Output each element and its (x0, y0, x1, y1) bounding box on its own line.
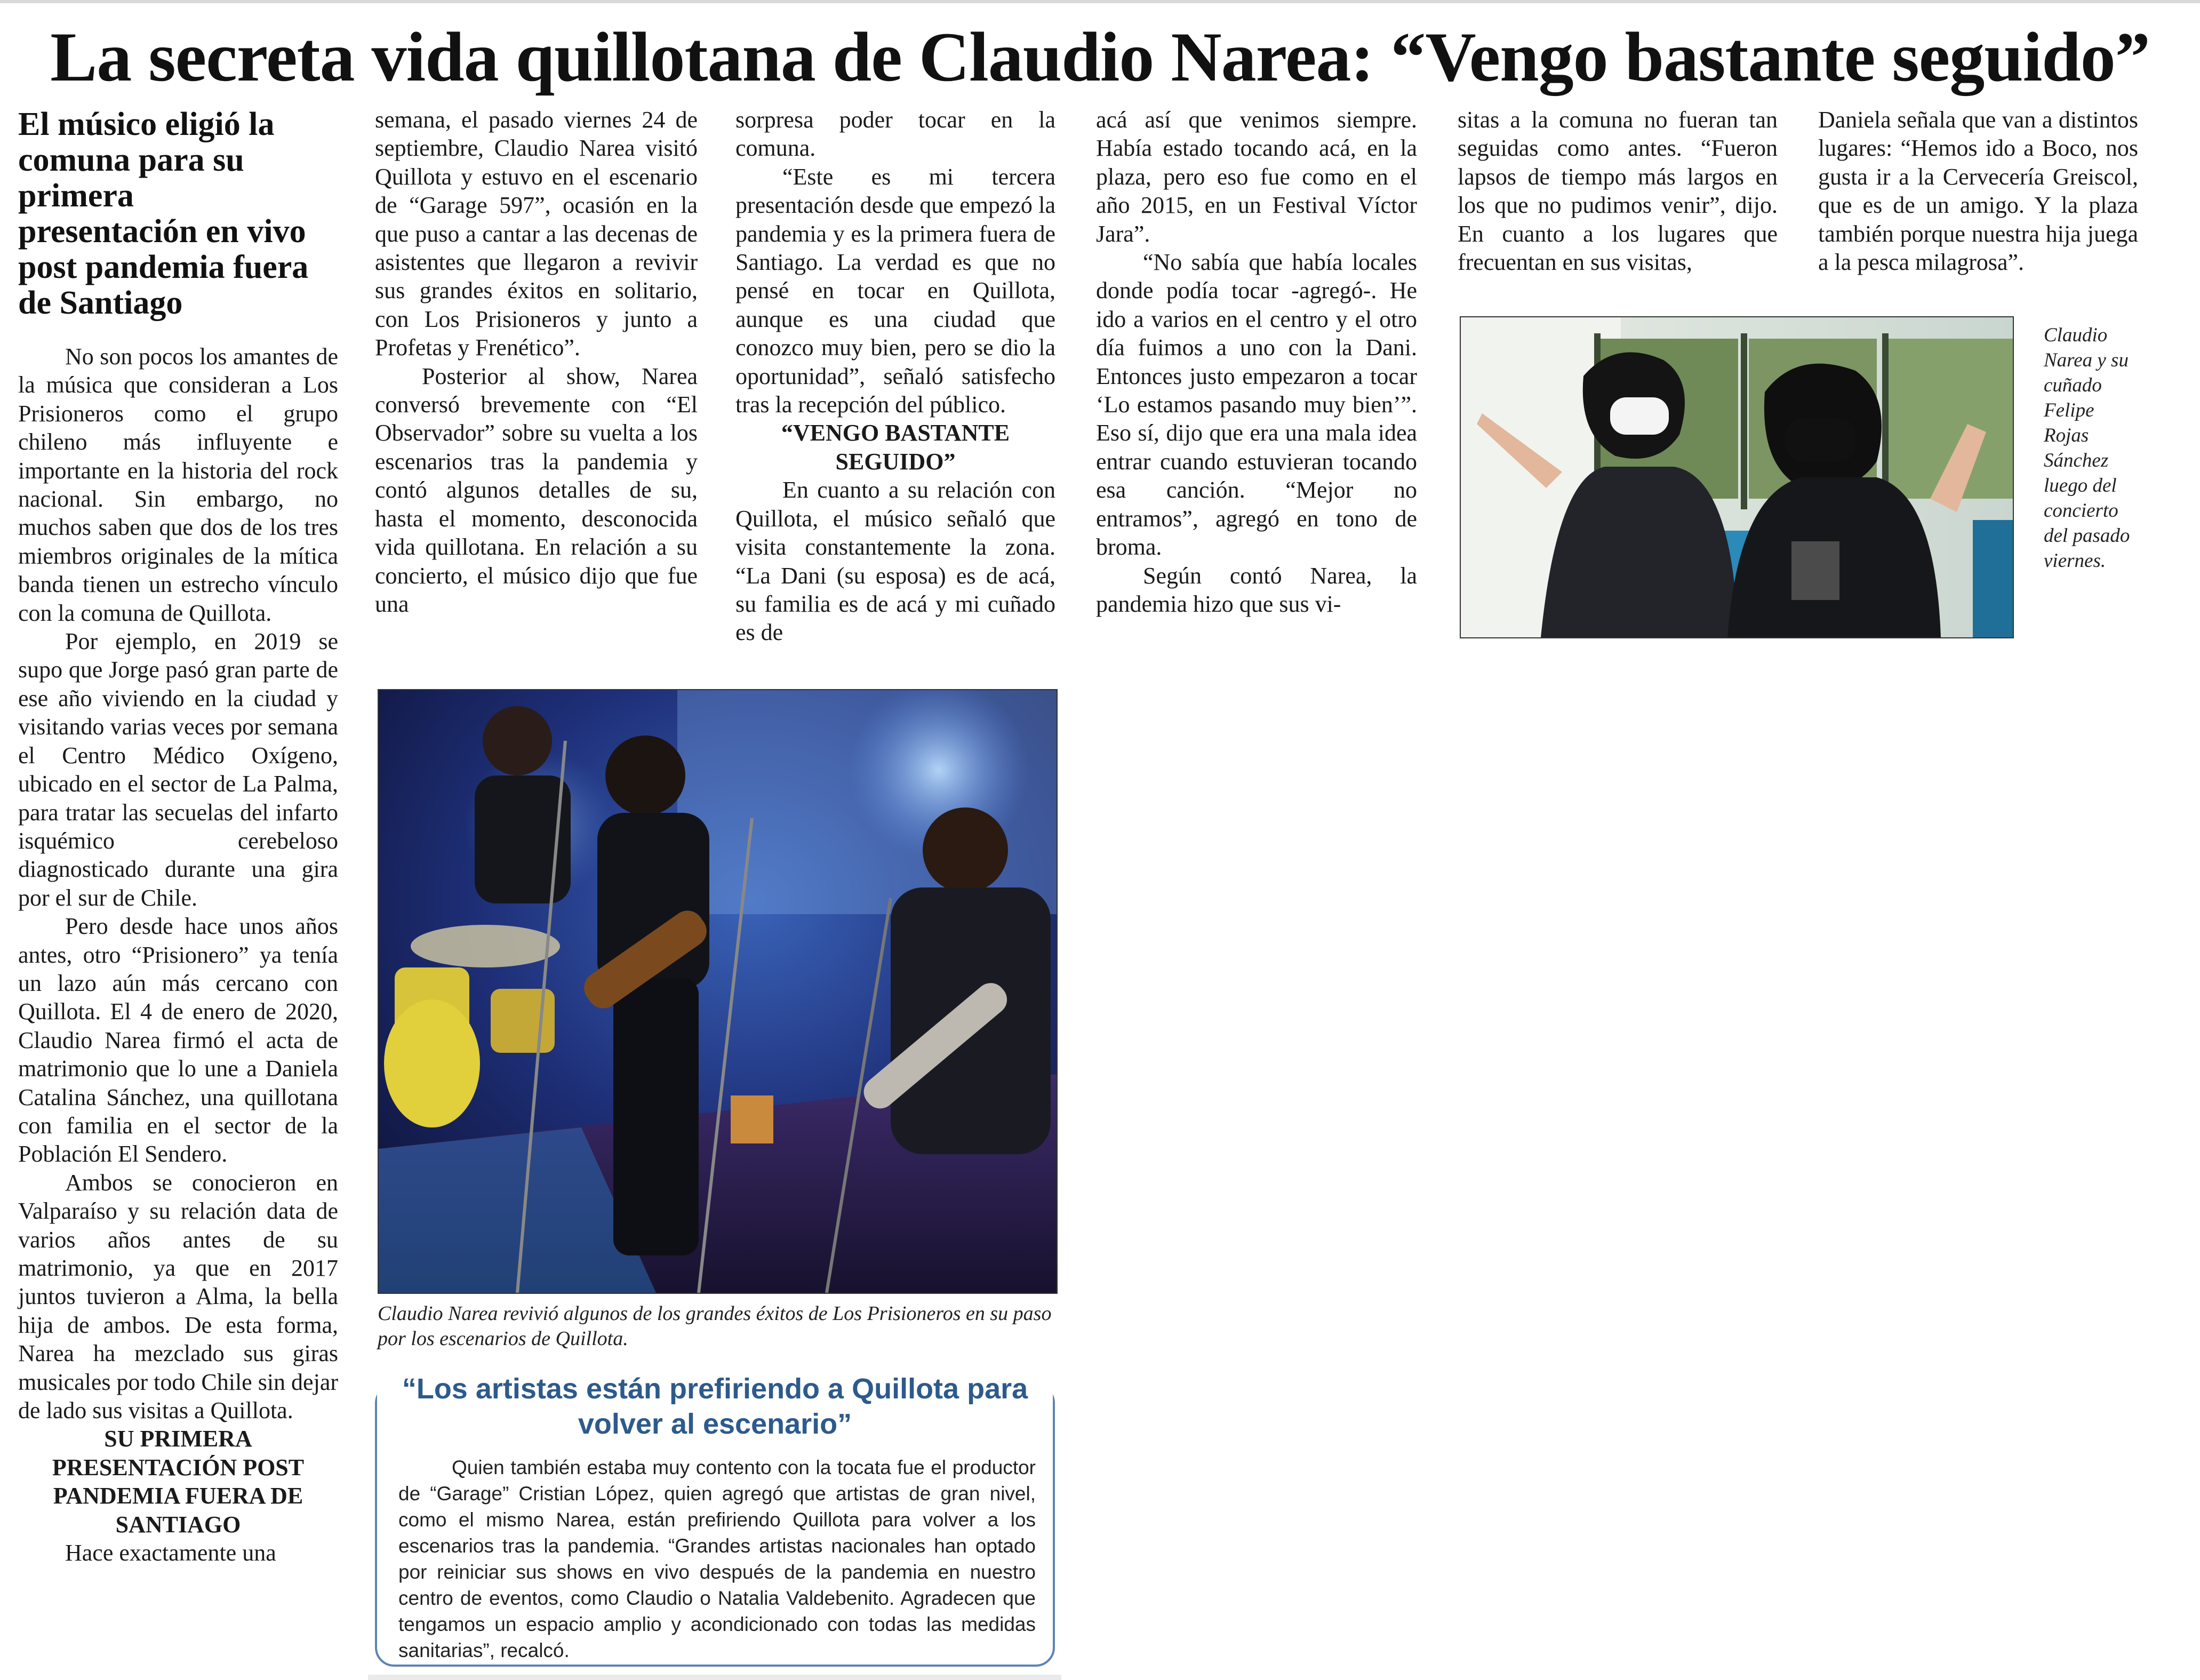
paragraph: semana, el pasado viernes 24 de septiembre, Claudio Narea visitó Quillota y estuvo en el escenario de “Garage 597”, ocasión en la que puso a cantar a las decenas de asistentes que llegaron a revivir sus grandes éxitos en solitario, con Los Prisioneros y junto a Profetas y Frenético”. (375, 107, 698, 361)
column-5 (1458, 106, 1778, 276)
subhead: SU PRIMERA PRESENTACIÓN POST PANDEMIA FUERA DE SANTIAGO (52, 1426, 305, 1538)
paragraph: acá así que venimos siempre. Había estado tocando acá, en la plaza, pero eso fue como en el año 2015, en un Festival Víctor Jara”. (1096, 107, 1417, 247)
callout-body (398, 1454, 1036, 1663)
paragraph: “Este es mi tercera presentación desde que empezó la pandemia y es la primera fuera de Santiago. La verdad es que no pensé en tocar en Quillota, aunque es una ciudad que conozco muy bien, pero se dio la oportunidad”, señaló satisfecho tras la recepción del público. (735, 163, 1055, 418)
callout-box (375, 1373, 1055, 1667)
callout-paragraph: Quien también estaba muy contento con la tocata fue el productor de “Garage” Cristian López, quien agregó que artistas de gran nivel, como el mismo Narea, están prefiriendo Quillota para volver a los escenarios tras la pandemia. “Grandes artistas nacionales han optado por reiniciar sus shows en vivo después de la pandemia en nuestro centro de eventos, como Claudio o Natalia Valdebenito. Agradecen que tengamos un espacio amplio y acondicionado con todas las medidas sanitarias”, recalcó. (398, 1457, 1036, 1661)
paragraph: Posterior al show, Narea conversó brevemente con “El Observador” sobre su vuelta a los escenarios tras la pandemia y contó algunos detalles de su, hasta el momento, desconocida vida quillotana. En relación a su concierto, el músico dijo que fue una (375, 363, 698, 617)
paragraph: sorpresa poder tocar en la comuna. (735, 107, 1055, 162)
paragraph: Pero desde hace unos años antes, otro “Prisionero” ya tenía un lazo aún más cercano con Quillota. El 4 de enero de 2020, Claudio Narea firmó el acta de matrimonio que lo une a Daniela Catalina Sánchez, una quillotana con familia en el sector de la Población El Sendero. (18, 913, 338, 1167)
paragraph: No son pocos los amantes de la música que consideran a Los Prisioneros como el grupo chileno más influyente e importante en la historia del rock nacional. Sin embargo, no muchos saben que dos de los tres miembros originales de la mítica banda tienen un estrecho vínculo con la comuna de Quillota. (18, 343, 338, 626)
callout-title-text: “Los artistas están prefiriendo a Quillota para volver al escenario” (377, 1371, 1053, 1442)
column-3 (735, 106, 1055, 647)
column-2 (375, 106, 698, 618)
paragraph: “No sabía que había locales donde podía tocar -agregó-. He ido a varios en el centro y el otro día fuimos a uno con la Dani. Entonces justo empezaron a tocar ‘Lo estamos pasando muy bien’”. Eso sí, dijo que era una mala idea entrar cuando estuvieran tocando esa canción. “Mejor no entramos”, agregó en tono de broma. (1096, 249, 1417, 561)
paragraph: Por ejemplo, en 2019 se supo que Jorge pasó gran parte de ese año viviendo en la ciudad y visitando varias veces por semana el Centro Médico Oxígeno, ubicado en el sector de La Palma, para tratar las secuelas del infarto isquémico cerebeloso diagnosticado durante una gira por el sur de Chile. (18, 628, 338, 911)
portrait-photo-caption: Claudio Narea y su cuñado Felipe Rojas Sánchez luego del concierto del pasado viernes. (2044, 324, 2130, 572)
callout-title (377, 1371, 1053, 1442)
column-1 (18, 107, 338, 1567)
paragraph: Daniela señala que van a distintos lugares: “Hemos ido a Boco, nos gusta ir a la Cervecería Greiscol, que es de un amigo. Y la plaza también porque nuestra hija juega a la pesca milagrosa”. (1818, 107, 2138, 276)
paragraph: Hace exactamente una (65, 1540, 276, 1566)
headline: La secreta vida quillotana de Claudio Narea: “Vengo bastante seguido” (50, 18, 2150, 96)
top-rule (0, 0, 2200, 3)
paragraph: En cuanto a su relación con Quillota, el músico señaló que visita constantemente la zona. “La Dani (su esposa) es de acá, su familia es de acá y mi cuñado es de (735, 477, 1055, 646)
paragraph: Según contó Narea, la pandemia hizo que sus vi- (1096, 562, 1417, 617)
deck: El músico eligió la comuna para su primera presentación en vivo post pandemia fuera de Santiago (18, 106, 309, 321)
subhead: “VENGO BASTANTE SEGUIDO” (781, 420, 1010, 475)
concert-photo (378, 689, 1058, 1294)
portrait-photo (1460, 316, 2014, 638)
paragraph: Ambos se conocieron en Valparaíso y su relación data de varios años antes de su matrimonio, ya que en 2017 juntos tuvieron a Alma, la bella hija de ambos. De esta forma, Narea ha mezclado sus giras musicales por todo Chile sin dejar de lado sus visitas a Quillota. (18, 1169, 338, 1424)
column-4 (1096, 106, 1417, 618)
column-6 (1818, 106, 2138, 276)
concert-photo-caption: Claudio Narea revivió algunos de los grandes éxitos de Los Prisioneros en su paso por los escenarios de Quillota. (378, 1302, 1052, 1350)
bottom-divider (368, 1675, 1061, 1680)
paragraph: sitas a la comuna no fueran tan seguidas como antes. “Fueron lapsos de tiempo más largos en los que no pudimos venir”, dijo. En cuanto a los lugares que frecuentan en sus visitas, (1458, 107, 1778, 276)
